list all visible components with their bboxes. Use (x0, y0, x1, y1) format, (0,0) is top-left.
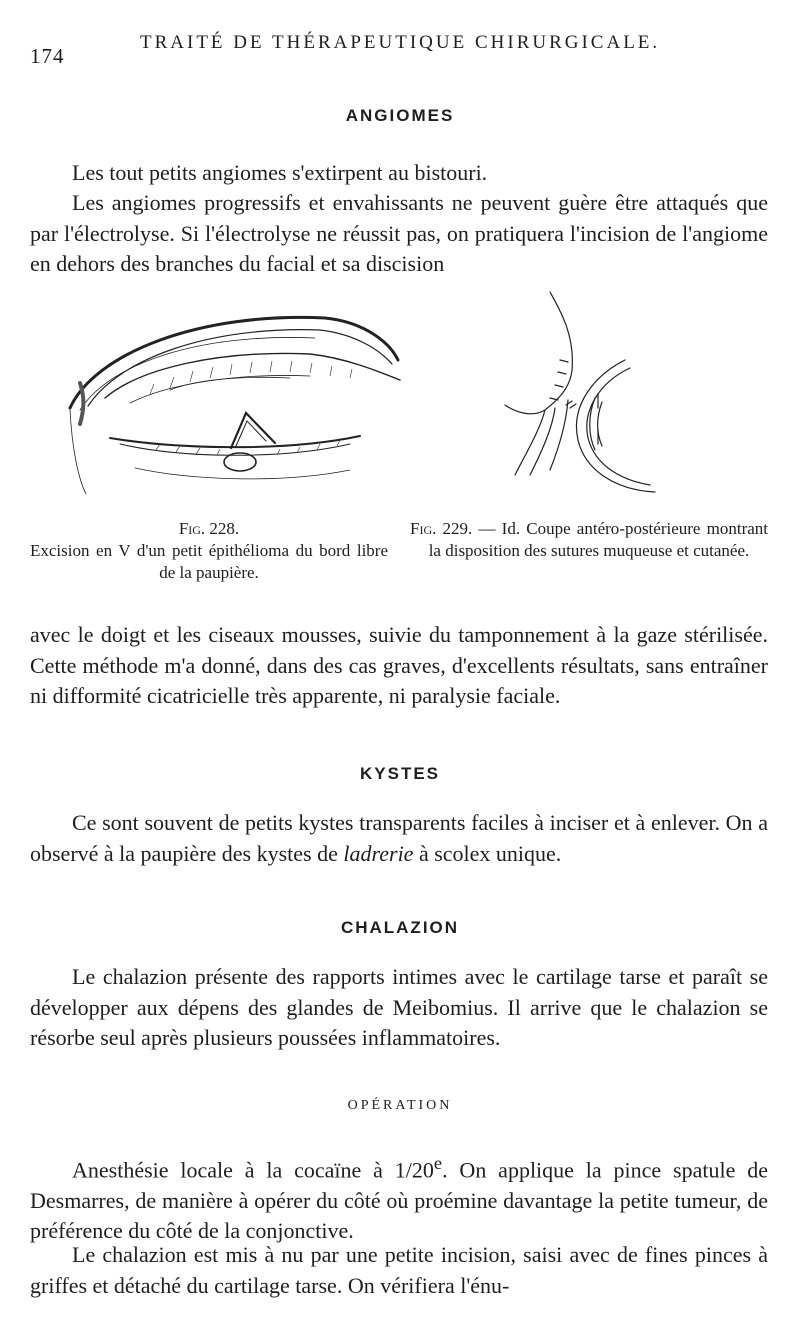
paragraph-operation-1 (30, 1148, 768, 1247)
section-title-chalazion: CHALAZION (340, 918, 460, 937)
eyelid-section-illustration (500, 290, 665, 500)
running-head (0, 30, 800, 68)
figure-228-caption-text: Excision en V d'un petit épithélioma du bord libre de la paupière. (30, 541, 388, 582)
kystes-text-2: à scolex unique. (413, 840, 562, 866)
subsection-title-operation: OPÉRATION (347, 1098, 453, 1113)
paragraph-operation-2: Le chalazion est mis à nu par une petite incision, saisi avec de fines pinces à griffes et détaché du cartilage tarse. On vérifiera l'énu- (30, 1242, 768, 1298)
page-number: 174 (30, 44, 65, 68)
figure-228-label: Fig. 228. (178, 519, 240, 538)
eyelid-illustration (50, 298, 410, 498)
kystes-text-1: Ce sont souvent de petits kystes transparents faciles à inciser et à enlever. On a observé à la paupière des kystes de (30, 810, 768, 866)
paragraph-chalazion-1: Le chalazion présente des rapports intimes avec le cartilage tarse et paraît se développer aux dépens des glandes de Meibomius. Il arrive que le chalazion se résorbe seul après plusieurs poussées inflammatoires. (30, 964, 768, 1050)
kystes-italic-term: ladrerie (343, 840, 414, 866)
paragraph-kystes-1 (30, 808, 768, 869)
operation-text-2: . On applique la pince spatule de Desmarres, de manière à opérer du côté où proémine davantage la petite tumeur, de préférence du côté de la conjonctive. (30, 1157, 768, 1244)
figure-229-illustration (500, 290, 665, 500)
paragraph-angiomes-2: Les angiomes progressifs et envahissants ne peuvent guère être attaqués que par l'électrolyse. Si l'électrolyse ne réussit pas, on pratiquera l'incision de l'angiome en dehors des branches du facial et sa discision (30, 190, 768, 276)
paragraph-angiomes-3: avec le doigt et les ciseaux mousses, suivie du tamponnement à la gaze stérilisée. Cette méthode m'a donné, dans des cas graves, d'excellents résultats, sans entraîner ni difformité cicatricielle très apparente, ni paralysie faciale. (30, 622, 768, 708)
figure-229-label: Fig. 229. (410, 519, 473, 538)
figure-228-illustration (50, 298, 410, 498)
figure-229-caption (410, 518, 768, 562)
running-title: TRAITÉ DE THÉRAPEUTIQUE CHIRURGICALE. (140, 32, 661, 53)
figure-228-caption (30, 518, 388, 584)
paragraph-angiomes-1: Les tout petits angiomes s'extirpent au bistouri. (72, 160, 488, 185)
section-title-angiomes: ANGIOMES (345, 106, 455, 125)
operation-text-1: Anesthésie locale à la cocaïne à 1/20 (72, 1157, 434, 1183)
operation-superscript: e (433, 1153, 443, 1173)
figure-229-caption-text: — Id. Coupe antéro-postérieure montrant la disposition des sutures muqueuse et cutanée. (428, 519, 769, 560)
section-title-kystes: KYSTES (359, 764, 441, 783)
